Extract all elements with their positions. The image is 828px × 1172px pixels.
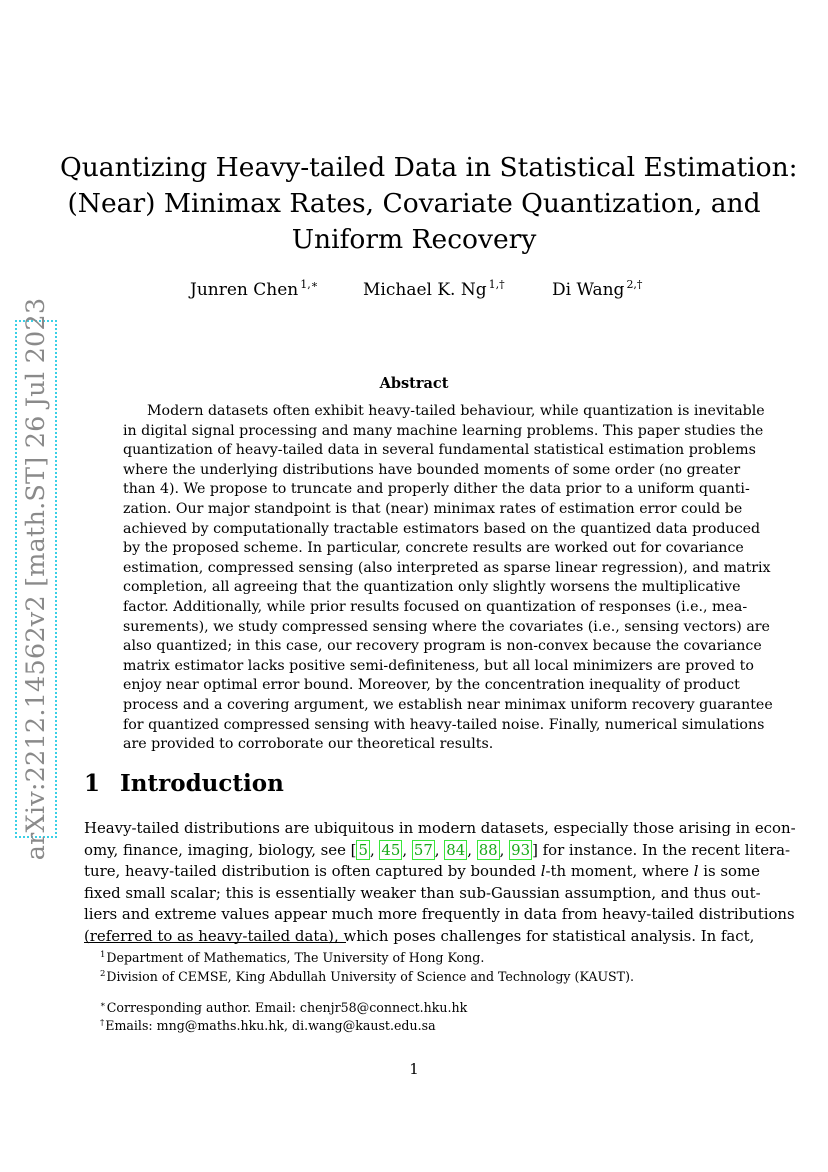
- citation-link[interactable]: [444, 840, 467, 862]
- body-text: ture, heavy-tailed distribution is often captured by bounded: [84, 862, 541, 880]
- footnote-mark: ∗: [100, 1000, 106, 1010]
- math-variable: l: [540, 862, 546, 880]
- abstract-line: factor. Additionally, while prior results focused on quantization of responses (i.e., mea-: [123, 598, 748, 615]
- abstract-body: [123, 402, 773, 755]
- footnote-text: Corresponding author. Email: chenjr58@connect.hku.hk: [106, 1000, 468, 1015]
- abstract-line: matrix estimator lacks positive semi-definiteness, but all local minimizers are proved to: [123, 657, 754, 674]
- body-text: ] for instance. In the recent litera-: [532, 840, 791, 859]
- title-line: (Near) Minimax Rates, Covariate Quantization, and: [67, 188, 761, 219]
- citation-number[interactable]: 88: [478, 840, 498, 859]
- arxiv-stamp-text[interactable]: arXiv:2212.14562v2 [math.ST] 26 Jul 2023: [21, 297, 51, 861]
- citation-number[interactable]: 45: [381, 840, 401, 859]
- abstract-line: also quantized; in this case, our recovery program is non-convex because the covariance: [123, 638, 762, 655]
- author-name: Di Wang: [552, 280, 625, 300]
- section-heading: [84, 770, 284, 797]
- footnote-mark: 2: [100, 969, 106, 979]
- abstract-line: process and a covering argument, we establish near minimax uniform recovery guarantee: [123, 696, 773, 713]
- body-text: -th moment, where: [545, 862, 694, 880]
- abstract-line: zation. Our major standpoint is that (near) minimax rates of estimation error could be: [123, 500, 743, 517]
- body-line: (referred to as heavy-tailed data), which poses challenges for statistical analysis. In fact,: [84, 926, 755, 945]
- citation-link[interactable]: [509, 840, 532, 862]
- footnote-text: Emails: mng@maths.hku.hk, di.wang@kaust.edu.sa: [105, 1018, 436, 1033]
- footnote-rule: [84, 942, 346, 943]
- author: [552, 278, 642, 300]
- body-line: fixed small scalar; this is essentially weaker than sub-Gaussian assumption, and thus out-: [84, 883, 761, 902]
- author: [363, 278, 505, 300]
- citation-link[interactable]: [379, 840, 402, 862]
- body-line: [84, 861, 760, 883]
- footnote-text: Division of CEMSE, King Abdullah University of Science and Technology (KAUST).: [106, 969, 634, 984]
- author-affiliation-mark[interactable]: 2,†: [626, 278, 643, 291]
- author-affiliation-mark[interactable]: 1,∗: [300, 278, 319, 291]
- citation-link[interactable]: [477, 840, 500, 862]
- author-name: Michael K. Ng: [363, 280, 487, 300]
- author-affiliation-mark[interactable]: 1,†: [488, 278, 505, 291]
- abstract-line: are provided to corroborate our theoretical results.: [123, 736, 494, 753]
- citation-number[interactable]: 93: [511, 840, 531, 859]
- citation-number[interactable]: 5: [358, 840, 368, 859]
- body-text: is some: [698, 862, 760, 880]
- body-text: omy, finance, imaging, biology, see [: [84, 840, 357, 859]
- citation-link[interactable]: [412, 840, 435, 862]
- abstract-line: surements), we study compressed sensing where the covariates (i.e., sensing vectors) are: [123, 618, 770, 635]
- author-name: Junren Chen: [190, 280, 299, 300]
- abstract-line: by the proposed scheme. In particular, concrete results are worked out for covariance: [123, 540, 744, 557]
- footnote: [100, 1018, 436, 1033]
- abstract-line: enjoy near optimal error bound. Moreover, by the concentration inequality of product: [123, 677, 740, 694]
- footnote-text: Department of Mathematics, The University of Hong Kong.: [106, 950, 485, 965]
- paper-title: [60, 150, 798, 258]
- abstract-line: in digital signal processing and many machine learning problems. This paper studies the: [123, 422, 764, 439]
- section-title: Introduction: [120, 770, 284, 797]
- abstract-heading: Abstract: [379, 375, 449, 392]
- body-line: omy, finance, imaging, biology, see [ 5 , 45 , 57 , 84 , 88 , 93 ] for instance. In the recent litera-: [84, 840, 744, 862]
- footnote-mark: 1: [100, 950, 106, 960]
- footnote: [100, 969, 634, 984]
- citation-number[interactable]: 84: [446, 840, 466, 859]
- body-line: liers and extreme values appear much more frequently in data from heavy-tailed distributions: [84, 905, 795, 923]
- abstract-line: achieved by computationally tractable estimators based on the quantized data produced: [123, 520, 761, 537]
- page-number: 1: [409, 1060, 419, 1078]
- title-line: Quantizing Heavy-tailed Data in Statistical Estimation:: [60, 152, 798, 183]
- intro-paragraph: [84, 818, 796, 947]
- citation-number[interactable]: 57: [413, 840, 433, 859]
- citation-link[interactable]: [356, 840, 369, 862]
- author-list: [0, 278, 828, 308]
- abstract-line: for quantized compressed sensing with heavy-tailed noise. Finally, numerical simulations: [123, 716, 765, 733]
- abstract-line: Modern datasets often exhibit heavy-tailed behaviour, while quantization is inevitable: [147, 403, 765, 419]
- footnote-mark: †: [100, 1018, 105, 1028]
- section-number: 1: [84, 770, 101, 797]
- author: [190, 278, 318, 300]
- body-line: Heavy-tailed distributions are ubiquitous in modern datasets, especially those arising in econ-: [84, 819, 796, 837]
- abstract-line: estimation, compressed sensing (also interpreted as sparse linear regression), and matrix: [123, 559, 771, 576]
- abstract-line: completion, all agreeing that the quantization only slightly worsens the multiplicative: [123, 579, 741, 596]
- abstract-line: where the underlying distributions have bounded moments of some order (no greater: [123, 461, 741, 478]
- abstract-line: than 4). We propose to truncate and properly dither the data prior to a uniform quanti-: [123, 481, 750, 498]
- title-line: Uniform Recovery: [291, 224, 537, 255]
- footnote: [100, 950, 484, 965]
- abstract-line: quantization of heavy-tailed data in several fundamental statistical estimation problems: [123, 442, 756, 459]
- math-variable: l: [693, 862, 699, 880]
- footnote: [100, 1000, 467, 1015]
